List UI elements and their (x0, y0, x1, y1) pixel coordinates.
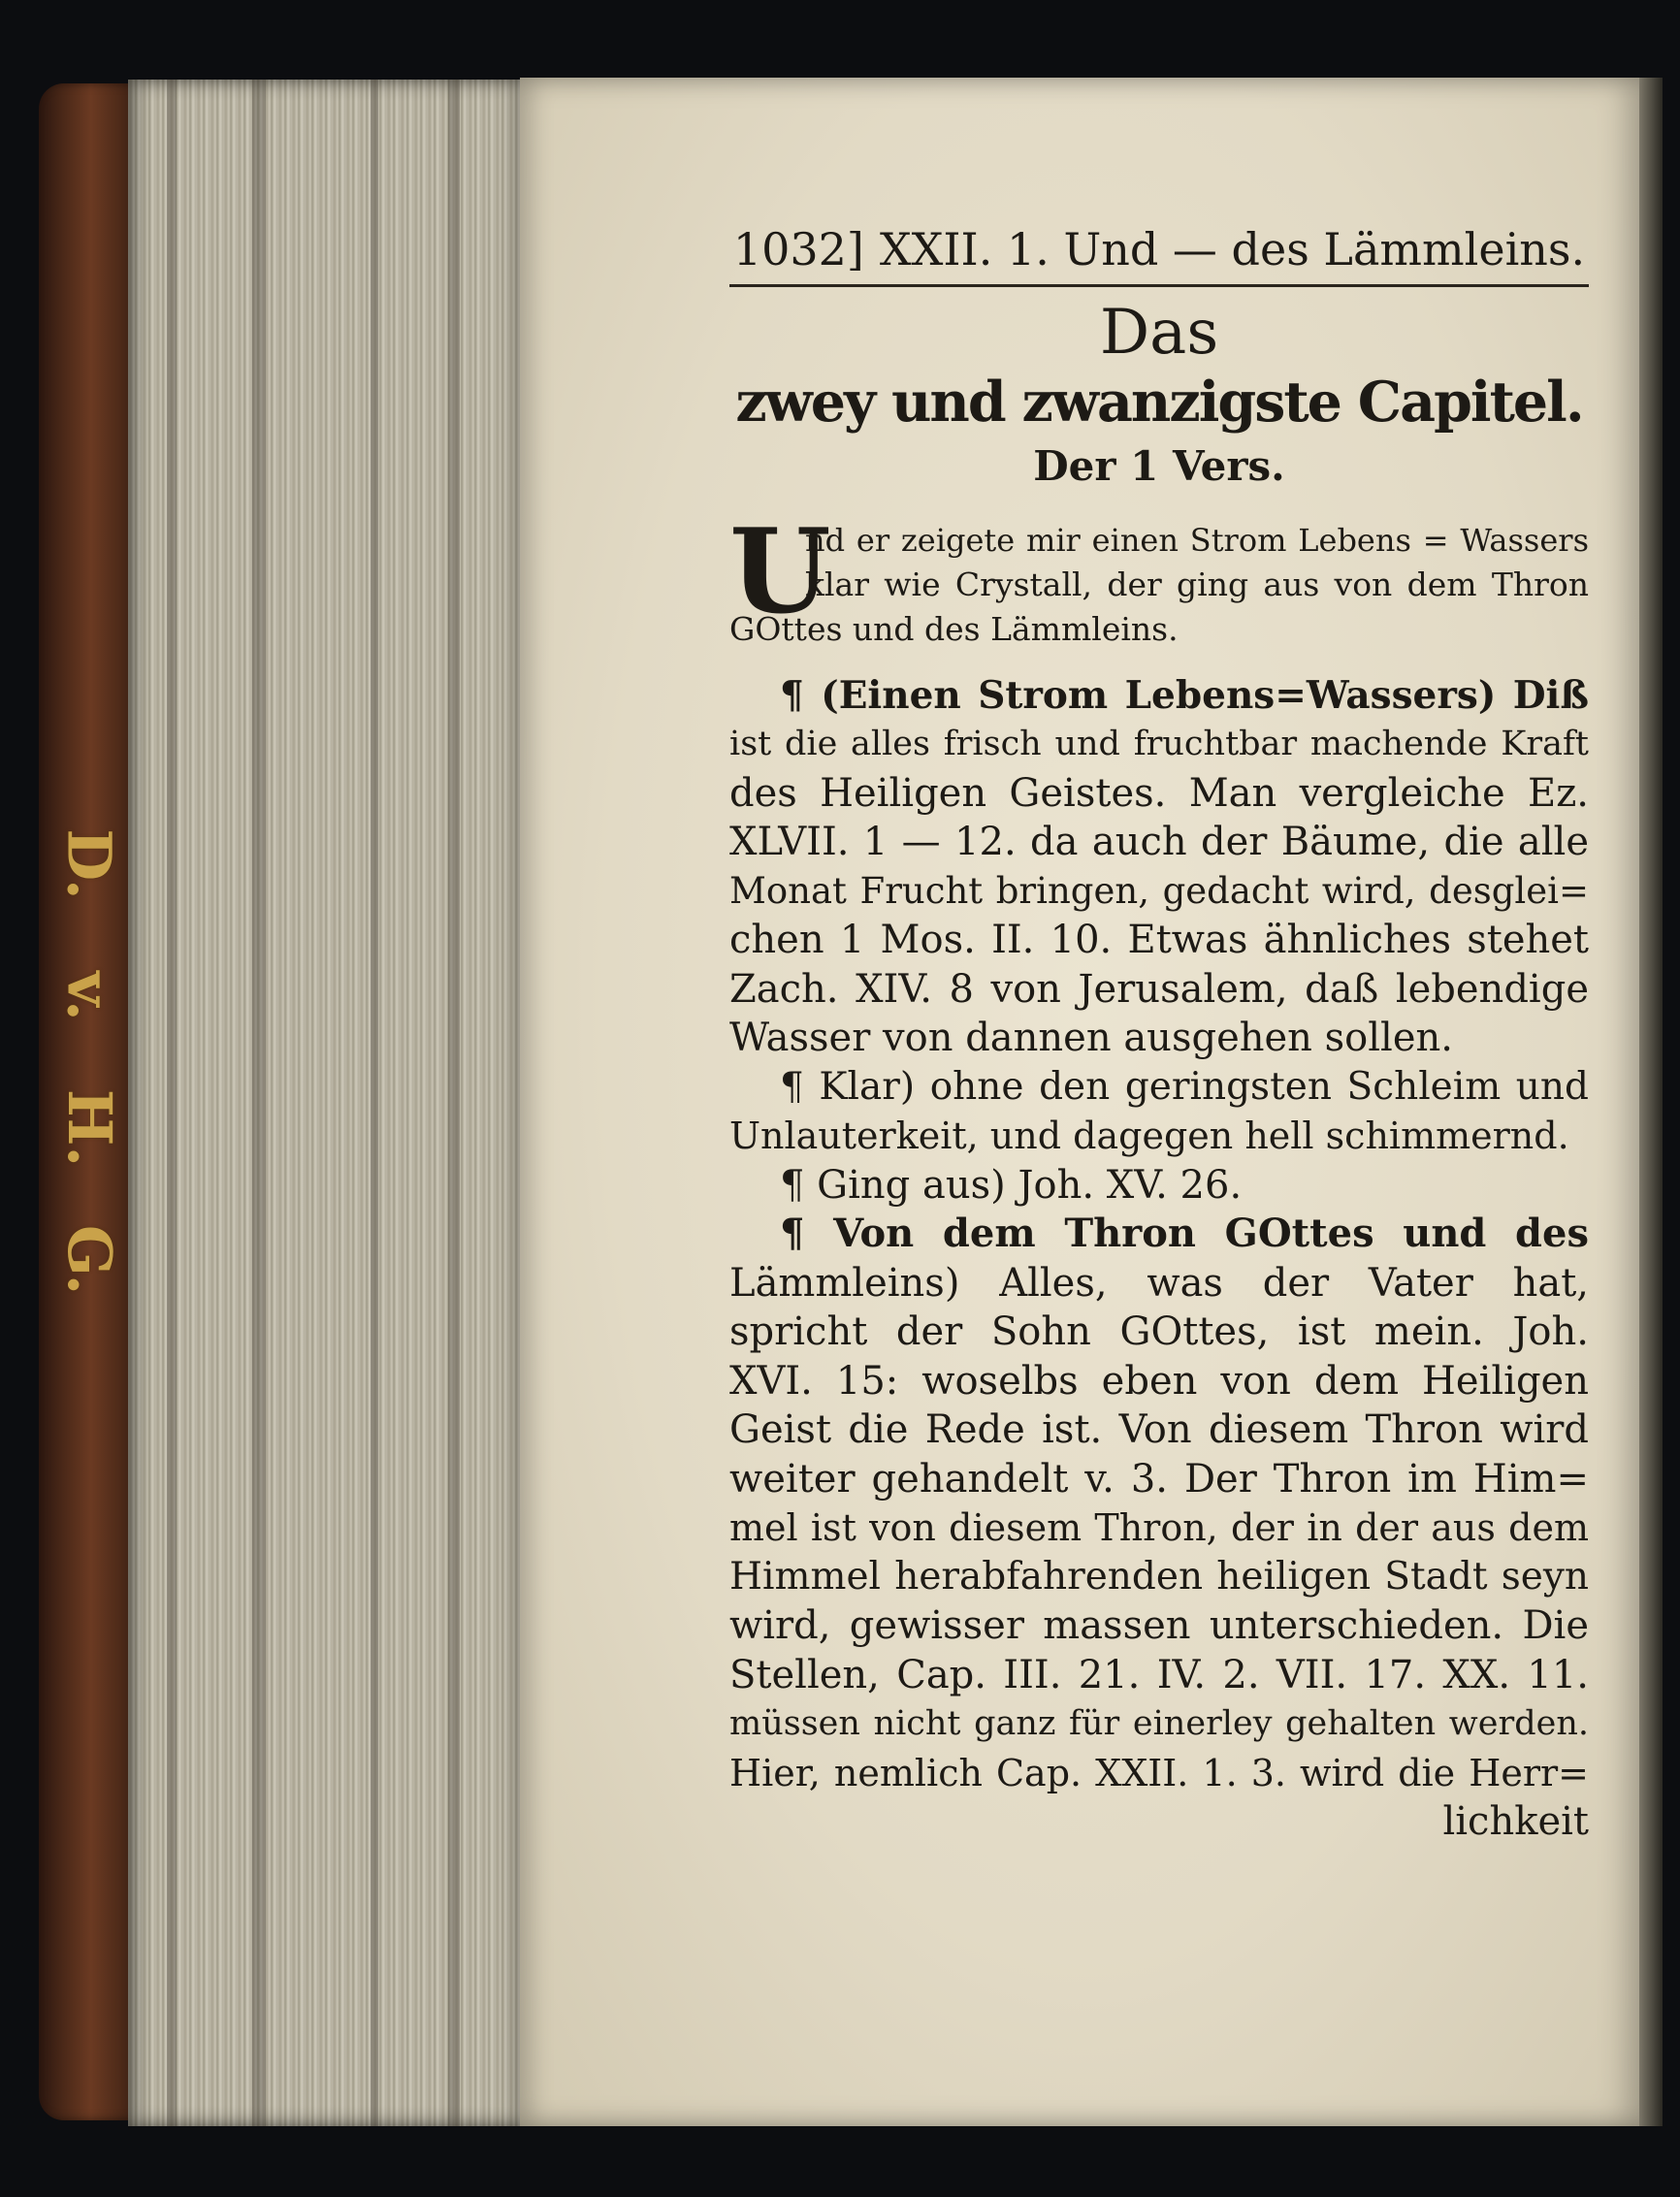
commentary-line: Zach. XIV. 8 von Jerusalem, daß lebendige (729, 966, 1589, 1012)
page-text (729, 225, 1589, 1847)
commentary-line: Hier, nemlich Cap. XXII. 1. 3. wird die Herr= (729, 1751, 1589, 1794)
commentary-line: spricht der Sohn GOttes, ist mein. Joh. (729, 1309, 1589, 1355)
chapter-das: Das (1099, 296, 1219, 369)
gutter-shadow (1639, 78, 1663, 2126)
chapter-title: zwey und zwanzigste Capitel. (735, 369, 1583, 435)
commentary-line: mel ist von diesem Thron, der in der aus dem (729, 1506, 1589, 1550)
verse-heading: Der 1 Vers. (1033, 441, 1285, 490)
commentary-line: Unlauterkeit, und dagegen hell schimmernd. (729, 1115, 1569, 1158)
spine-letter: v. (54, 971, 125, 1021)
commentary-line: weiter gehandelt v. 3. Der Thron im Him= (729, 1456, 1589, 1502)
commentary-line: XVI. 15: woselbs eben von dem Heiligen (729, 1358, 1589, 1404)
commentary-line: müssen nicht ganz für einerley gehalten werden. (729, 1704, 1589, 1744)
commentary-line: ist die alles frisch und fruchtbar machende Kraft (729, 725, 1589, 764)
commentary-line: des Heiligen Geistes. Man vergleiche Ez. (729, 770, 1589, 816)
commentary-line: XLVII. 1 — 12. da auch der Bäume, die alle (729, 820, 1589, 865)
spine-lettering (50, 828, 128, 1296)
running-head (729, 225, 1589, 275)
page-number: 1032] (732, 223, 864, 275)
verse-text (729, 502, 1589, 652)
commentary-line: Stellen, Cap. III. 21. IV. 2. VII. 17. XX. 11. (729, 1652, 1589, 1697)
commentary-line: Lämmleins) Alles, was der Vater hat, (729, 1260, 1589, 1306)
commentary-line: ¶ Von dem Thron GOttes und des (780, 1211, 1589, 1257)
verse-line: GOttes und des Lämmleins. (729, 609, 1179, 648)
commentary-line: Wasser von dannen ausgehen sollen. (729, 1016, 1453, 1061)
commentary-line: Geist die Rede ist. Von diesem Thron wird (729, 1407, 1589, 1453)
running-head-title: XXII. 1. Und — des Lämmleins. (879, 223, 1586, 275)
page-edges (128, 80, 524, 2126)
commentary-line: ¶ Ging aus) Joh. XV. 26. (780, 1162, 1243, 1208)
commentary-line: Monat Frucht bringen, gedacht wird, desglei= (729, 869, 1589, 912)
verse-line: klar wie Crystall, der ging aus von dem Thron (805, 565, 1589, 603)
commentary-line: Himmel herabfahrenden heiligen Stadt seyn (729, 1554, 1589, 1599)
spine-letter: G. (53, 1224, 125, 1296)
commentary-line: wird, gewisser massen unterschieden. Die (729, 1603, 1589, 1649)
commentary-line: ¶ Klar) ohne den geringsten Schleim und (780, 1064, 1589, 1109)
header-rule (729, 284, 1589, 287)
spine-letter: D. (53, 828, 125, 900)
commentary (729, 671, 1589, 1847)
verse-line: nd er zeigete mir einen Strom Lebens = Wassers (805, 521, 1589, 559)
drop-cap: U (729, 502, 831, 640)
commentary-line: chen 1 Mos. II. 10. Etwas ähnliches stehet (729, 918, 1589, 963)
commentary-line: ¶ (Einen Strom Lebens=Wassers) Diß (780, 672, 1589, 718)
catchword: lichkeit (1442, 1799, 1589, 1845)
spine-letter: H. (54, 1088, 126, 1168)
